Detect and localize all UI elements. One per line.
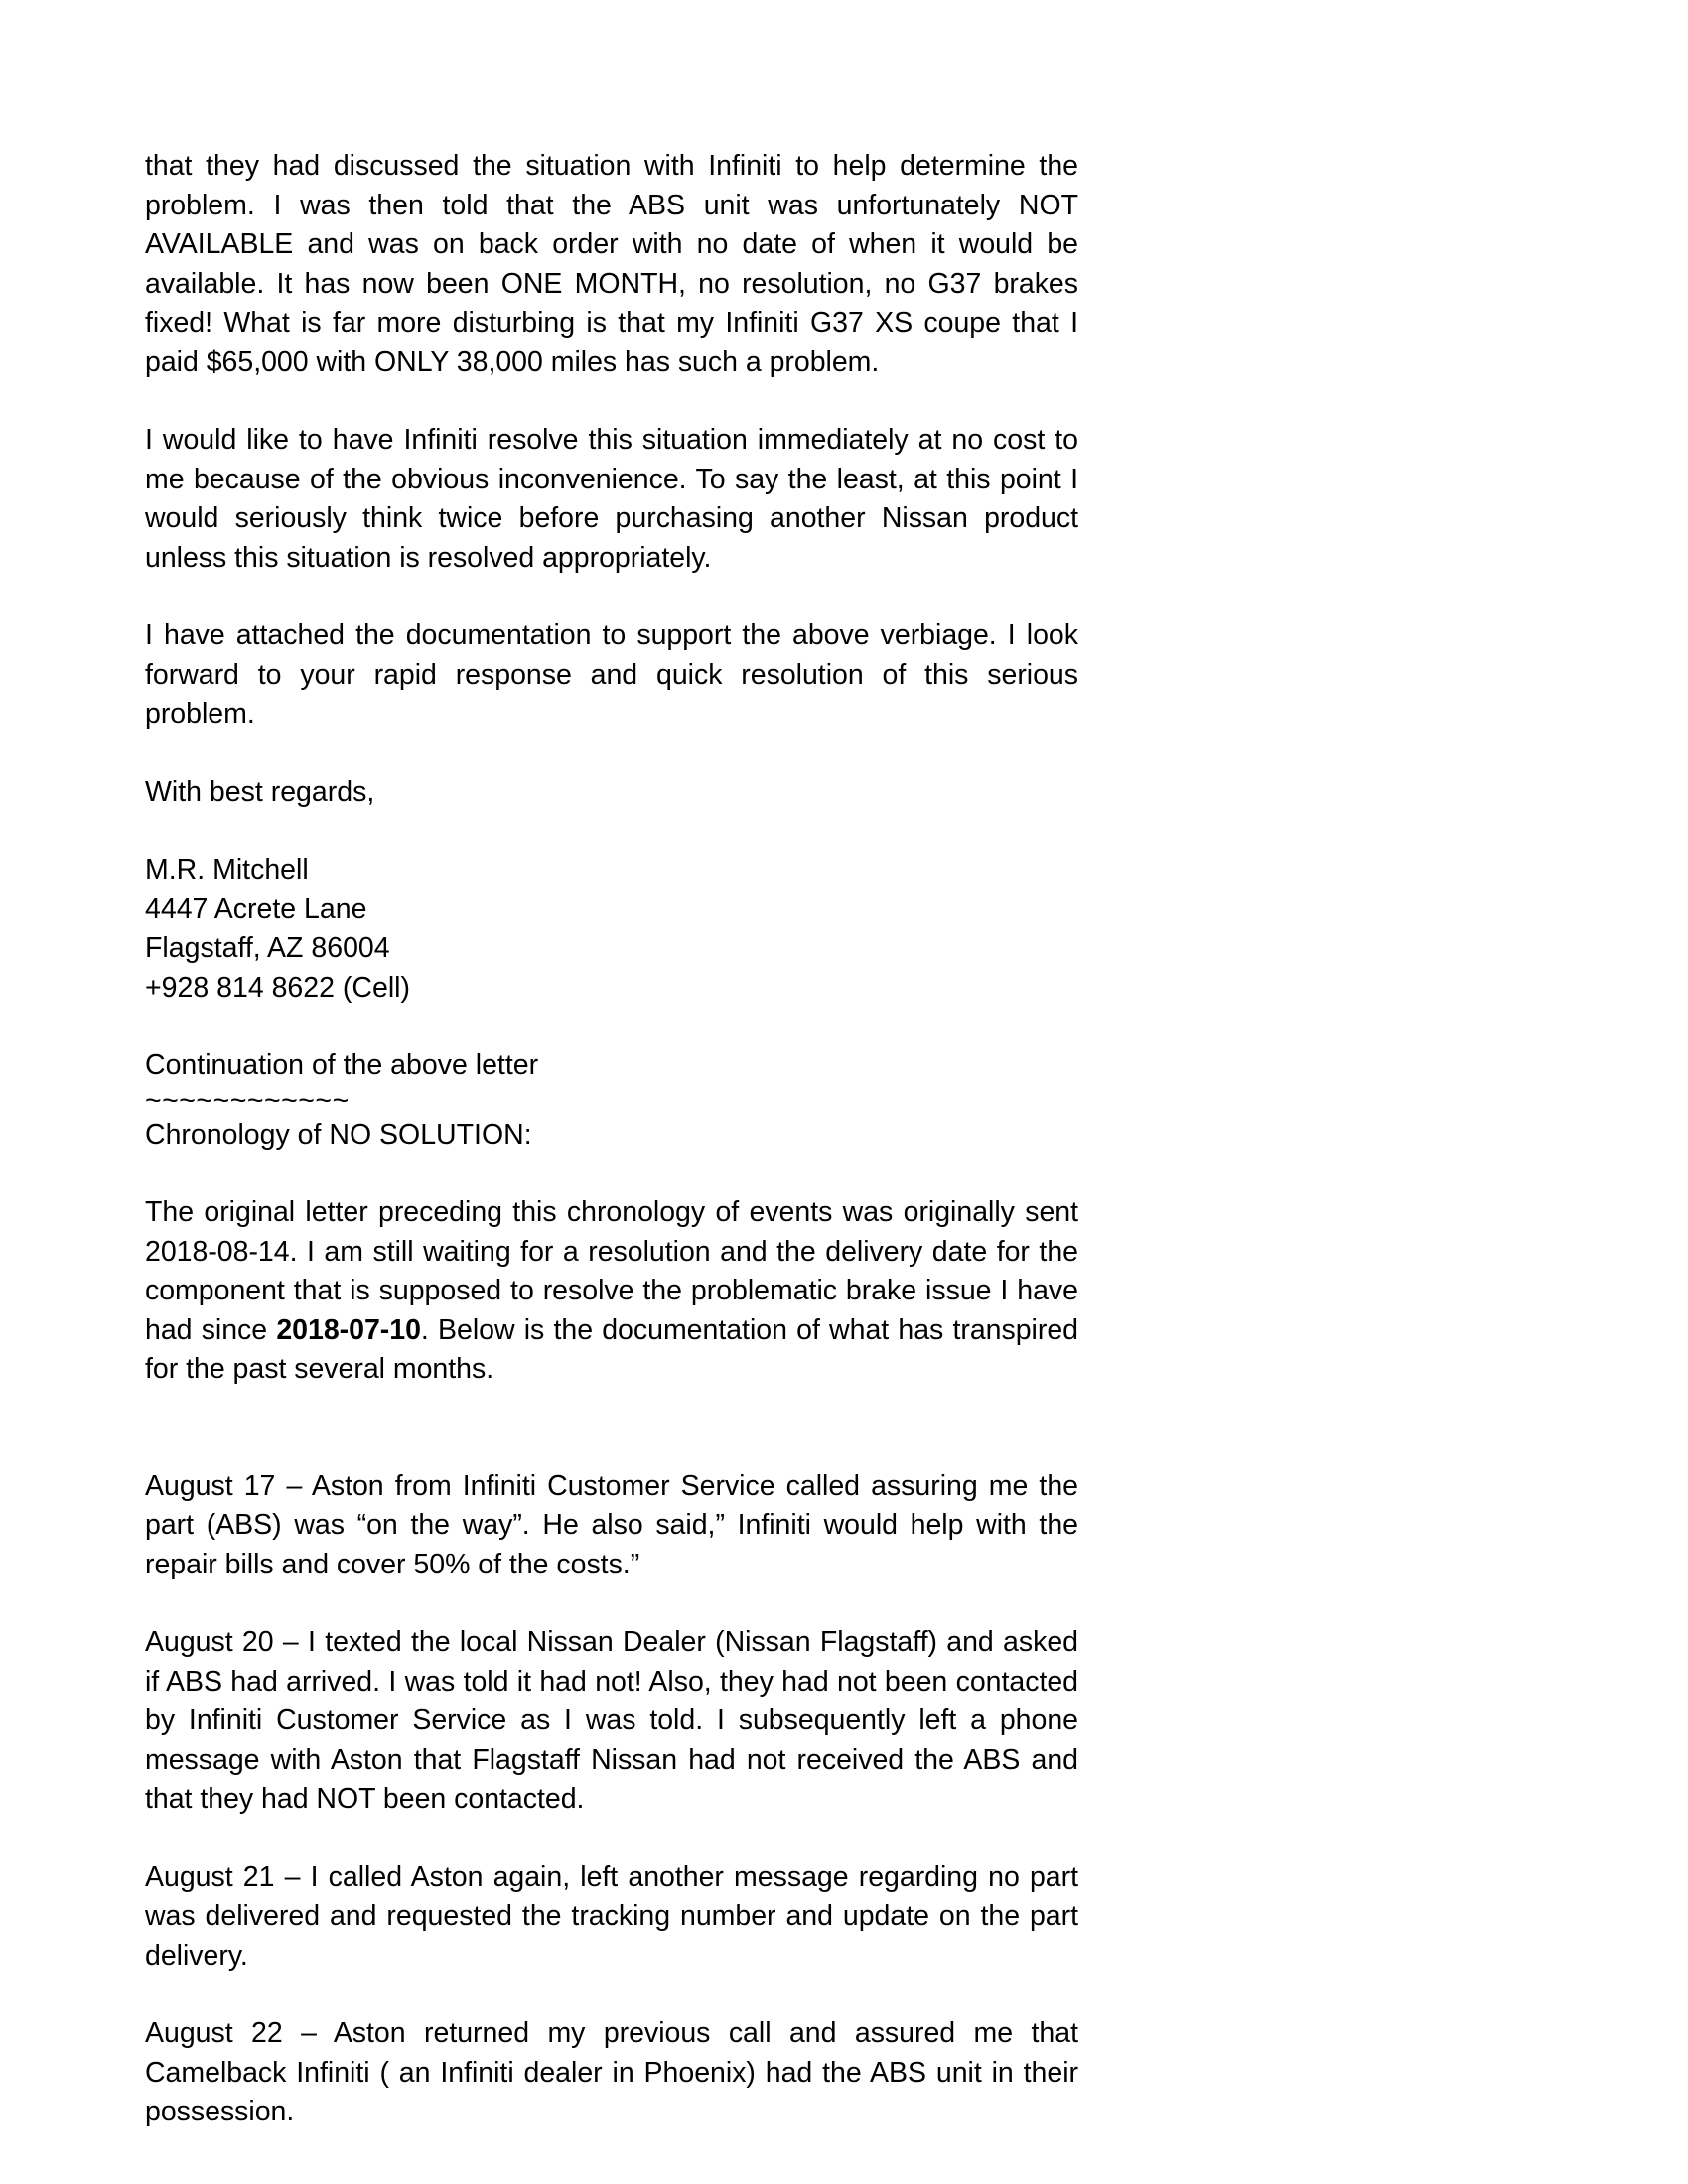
paragraph-attachment-note: I have attached the documentation to support the above verbiage. I look forward to your rapid response and quick resolution of this serious problem. — [145, 619, 1078, 730]
signature-city-state-zip: Flagstaff, AZ 86004 — [145, 932, 390, 964]
chronology-entry: August 21 – I called Aston again, left another message regarding no part was delivered and requested the tracking number and update on the part delivery. — [145, 1860, 1078, 1972]
paragraph-continued-opening: that they had discussed the situation with Infiniti to help determine the problem. I was then told that the ABS unit was unfortunately NOT AVAILABLE and was on back order with no date of when it would be available. It has now been ONE MONTH, no resolution, no G37 brakes fixed! What is far more disturbing is that my Infiniti G37 XS coupe that I paid $65,000 with ONLY 38,000 miles has such a problem. — [145, 150, 1078, 378]
paragraph-spacer — [145, 382, 1078, 421]
signature-name: M.R. Mitchell — [145, 854, 309, 886]
chronology-subheading: Chronology of NO SOLUTION: — [145, 1118, 532, 1151]
document-body — [145, 147, 1078, 2132]
paragraph-resolution-request: I would like to have Infiniti resolve this situation immediately at no cost to me because of the obvious inconvenience. To say the least, at this point I would seriously think twice before purchasing another Nissan product unless this situation is resolved appropriately. — [145, 424, 1078, 574]
closing-salutation: With best regards, — [145, 775, 375, 808]
signature-street: 4447 Acrete Lane — [145, 892, 367, 925]
chronology-entry: August 22 – Aston returned my previous call and assured me that Camelback Infiniti ( an Infiniti dealer in Phoenix) had the ABS unit in their possession. — [145, 2017, 1078, 2127]
paragraph-spacer — [145, 578, 1078, 616]
paragraph-spacer — [145, 1820, 1078, 1858]
paragraph-spacer — [145, 1584, 1078, 1623]
signature-phone: +928 814 8622 (Cell) — [145, 971, 410, 1004]
paragraph-spacer — [145, 735, 1078, 773]
chronology-intro-after-date: . Below is the documentation of what has transpired for the past several months. — [145, 1313, 1078, 1385]
chronology-entry: August 17 – Aston from Infiniti Customer Service called assuring me the part (ABS) was “on the way”. He also said,” Infiniti would help with the repair bills and cover 50% of the costs.” — [145, 1469, 1078, 1580]
chronology-intro-before-date: The original letter preceding this chronology of events was originally sent 2018-08-14. I am still waiting for a resolution and the delivery date for the component that is supposed to resolve the problematic brake issue I have had since — [145, 1196, 1078, 1346]
paragraph-spacer — [145, 1976, 1078, 2014]
continuation-heading: Continuation of the above letter — [145, 1049, 539, 1081]
chronology-intro-paragraph — [145, 1193, 1078, 1390]
paragraph-spacer — [145, 812, 1078, 851]
chronology-entry: August 20 – I texted the local Nissan Dealer (Nissan Flagstaff) and asked if ABS had arrived. I was told it had not! Also, they had not been contacted by Infiniti Customer Service as I was told. I subsequently left a phone message with Aston that Flagstaff Nissan had not received the ABS and that they had NOT been contacted. — [145, 1626, 1078, 1815]
continuation-divider: ~~~~~~~~~~~~ — [145, 1084, 350, 1117]
paragraph-spacer — [145, 1008, 1078, 1046]
section-spacer — [145, 1390, 1078, 1467]
paragraph-spacer — [145, 1155, 1078, 1193]
chronology-issue-date: 2018-07-10 — [276, 1313, 421, 1346]
